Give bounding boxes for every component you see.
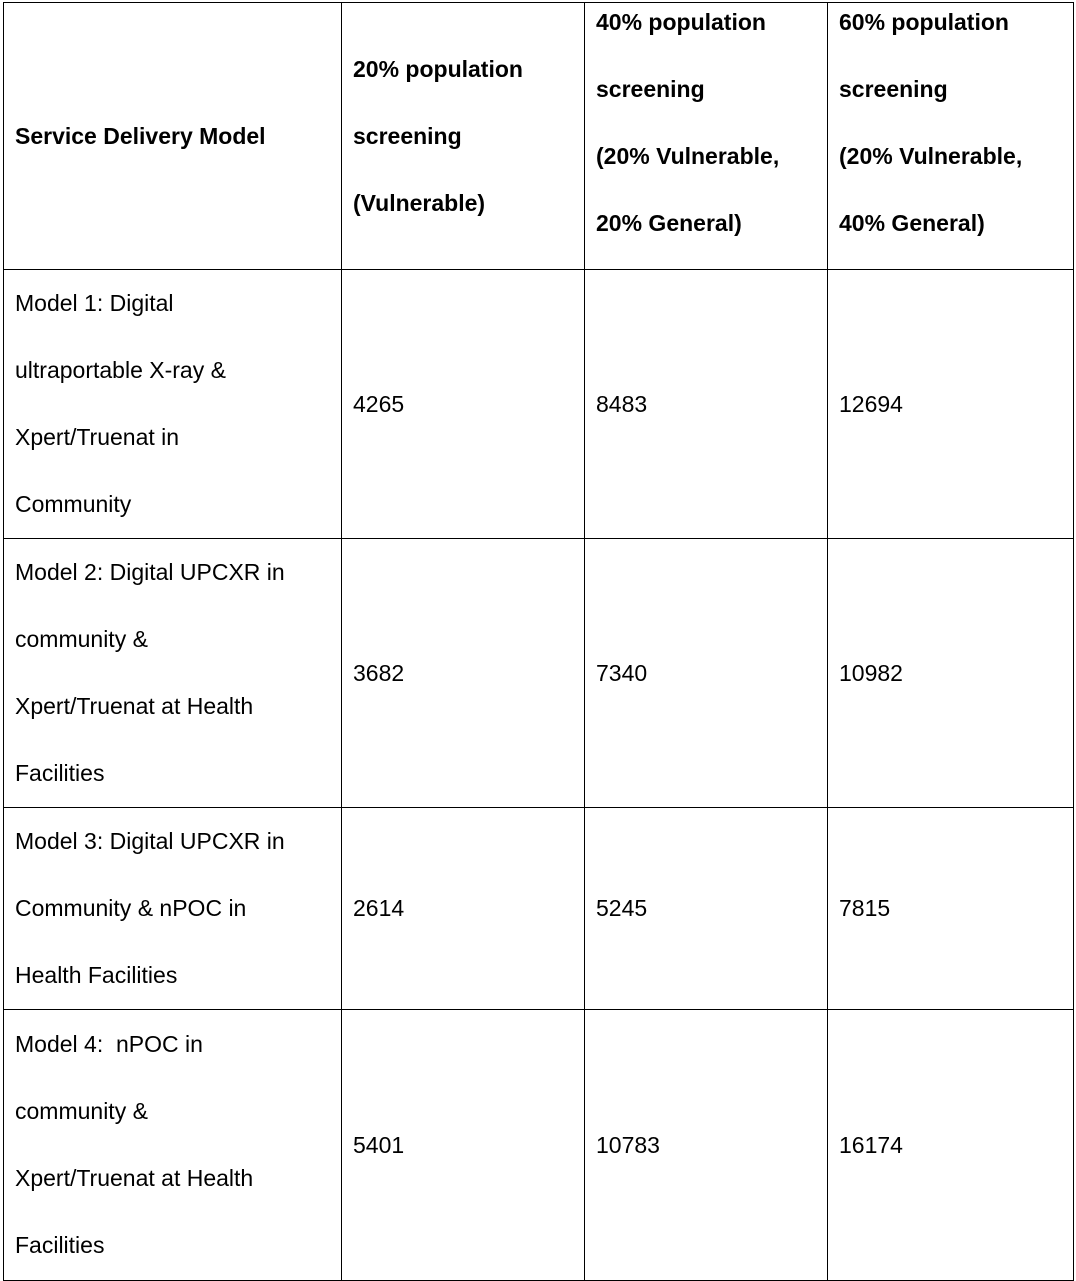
table-row xyxy=(4,1010,1074,1281)
model-text: Model 2: Digital UPCXR in xyxy=(15,559,285,585)
value-cell: 5401 xyxy=(342,1010,585,1281)
table-row xyxy=(4,808,1074,1010)
model-text: community & xyxy=(15,626,148,652)
header-text: 20% population xyxy=(353,55,523,82)
model-cell xyxy=(4,1010,342,1281)
header-60-percent-screening xyxy=(828,3,1074,270)
model-text: community & xyxy=(15,1098,148,1124)
model-cell xyxy=(4,270,342,539)
value-cell: 4265 xyxy=(342,270,585,539)
header-text: 40% General) xyxy=(839,210,985,236)
model-text: Community xyxy=(15,491,132,517)
header-text: Service Delivery Model xyxy=(15,122,266,149)
value-cell: 2614 xyxy=(342,808,585,1010)
header-text: screening xyxy=(596,76,705,102)
model-text: ultraportable X-ray & xyxy=(15,357,226,383)
model-cell xyxy=(4,539,342,808)
results-table-container xyxy=(3,2,1073,1278)
header-text: (Vulnerable) xyxy=(353,189,486,216)
value-cell: 7340 xyxy=(585,539,828,808)
model-text: Xpert/Truenat in xyxy=(15,424,180,450)
model-text: Facilities xyxy=(15,1232,105,1258)
model-text: Model 3: Digital UPCXR in xyxy=(15,828,285,854)
table-row xyxy=(4,270,1074,539)
header-text: 20% General) xyxy=(596,210,742,236)
model-text: Community & nPOC in xyxy=(15,895,247,921)
table-row xyxy=(4,539,1074,808)
value-cell: 8483 xyxy=(585,270,828,539)
header-text: (20% Vulnerable, xyxy=(596,143,780,169)
model-cell xyxy=(4,808,342,1010)
header-text: screening xyxy=(839,76,948,102)
model-text: Model 1: Digital xyxy=(15,290,174,316)
value-cell: 10783 xyxy=(585,1010,828,1281)
value-cell: 3682 xyxy=(342,539,585,808)
model-text: Health Facilities xyxy=(15,962,178,988)
service-delivery-table xyxy=(3,2,1074,1281)
value-cell: 7815 xyxy=(828,808,1074,1010)
header-text: (20% Vulnerable, xyxy=(839,143,1023,169)
model-text: Xpert/Truenat at Health xyxy=(15,693,254,719)
header-text: 40% population xyxy=(596,9,766,35)
header-text: 60% population xyxy=(839,9,1009,35)
header-20-percent-screening xyxy=(342,3,585,270)
header-row xyxy=(4,3,1074,270)
value-cell: 16174 xyxy=(828,1010,1074,1281)
model-text: Xpert/Truenat at Health xyxy=(15,1165,254,1191)
value-cell: 12694 xyxy=(828,270,1074,539)
model-text: Facilities xyxy=(15,760,105,786)
header-text: screening xyxy=(353,122,462,149)
value-cell: 5245 xyxy=(585,808,828,1010)
header-service-delivery-model xyxy=(4,3,342,270)
value-cell: 10982 xyxy=(828,539,1074,808)
model-text: Model 4: nPOC in xyxy=(15,1031,203,1057)
header-40-percent-screening xyxy=(585,3,828,270)
